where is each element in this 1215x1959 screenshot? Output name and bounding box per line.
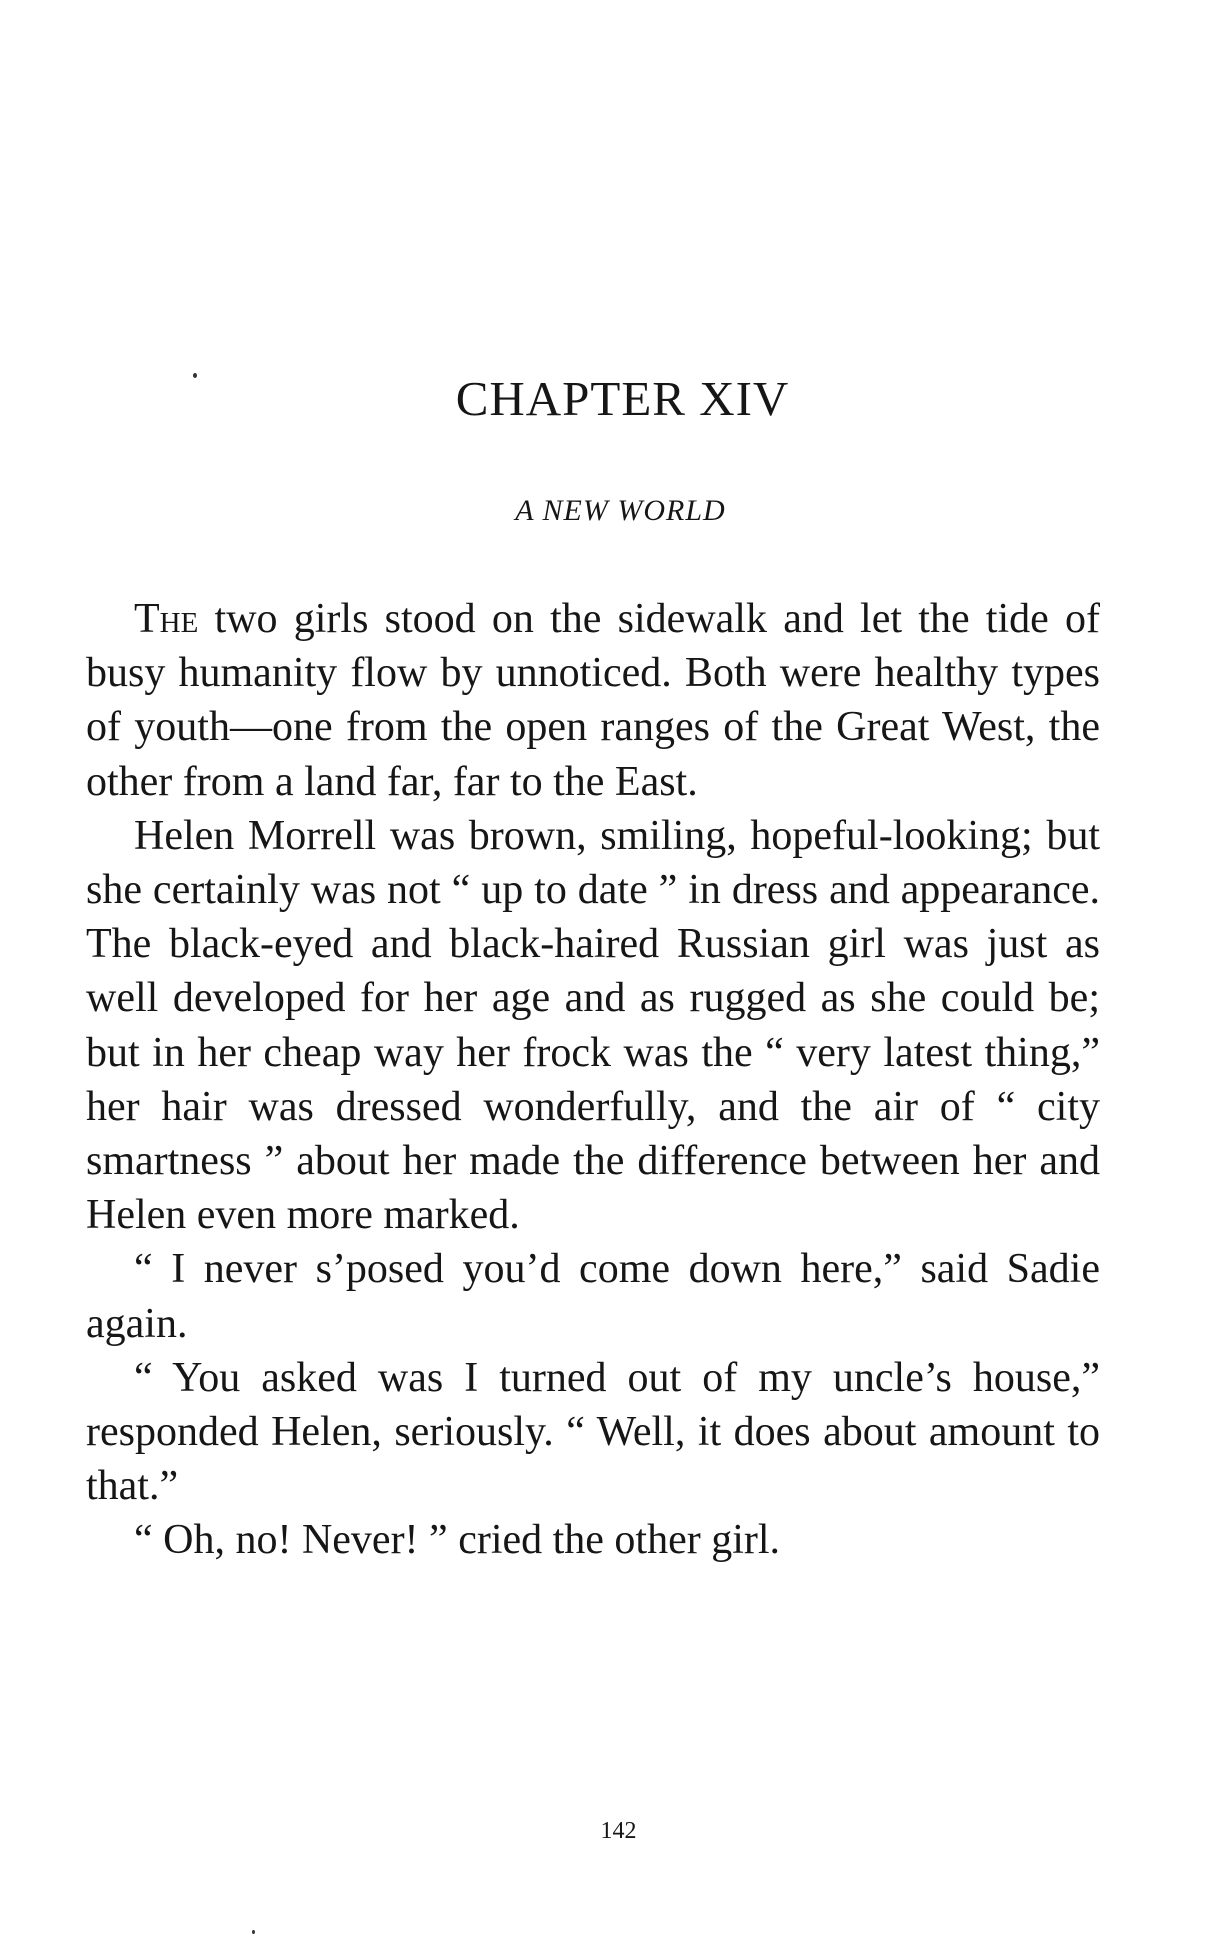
paragraph-text: two girls stood on the sidewalk and let the tide of busy humanity flow by unnoticed. Both were healthy types of youth—one from the open ranges of the Great West, the other from a land far, far to the East. <box>86 596 1100 805</box>
paragraph <box>86 592 1100 809</box>
paragraph: “ I never s’posed you’d come down here,” said Sadie again. <box>86 1246 1100 1347</box>
chapter-subtitle: A NEW WORLD <box>515 494 726 527</box>
print-speck <box>252 1930 255 1934</box>
paragraph-lead-word: The <box>134 596 199 642</box>
paragraph: “ You asked was I turned out of my uncle’s house,” responded Helen, seriously. “ Well, it does about amount to that.” <box>86 1354 1100 1510</box>
chapter-body <box>86 592 1100 1568</box>
page-number: 142 <box>600 1818 637 1844</box>
chapter-title: CHAPTER XIV <box>455 371 790 426</box>
paragraph: “ Oh, no! Never! ” cried the other girl. <box>134 1517 781 1564</box>
paragraph: Helen Morrell was brown, smiling, hopeful-looking; but she certainly was not “ up to date ” in dress and appearance. The black-eyed and black-haired Russian girl was just as well developed for her age and as rugged as she could be; but in her cheap way her frock was the “ very latest thing,” her hair was dressed wonderfully, and the air of “ city smartness ” about her made the difference between her and Helen even more marked. <box>86 812 1100 1239</box>
